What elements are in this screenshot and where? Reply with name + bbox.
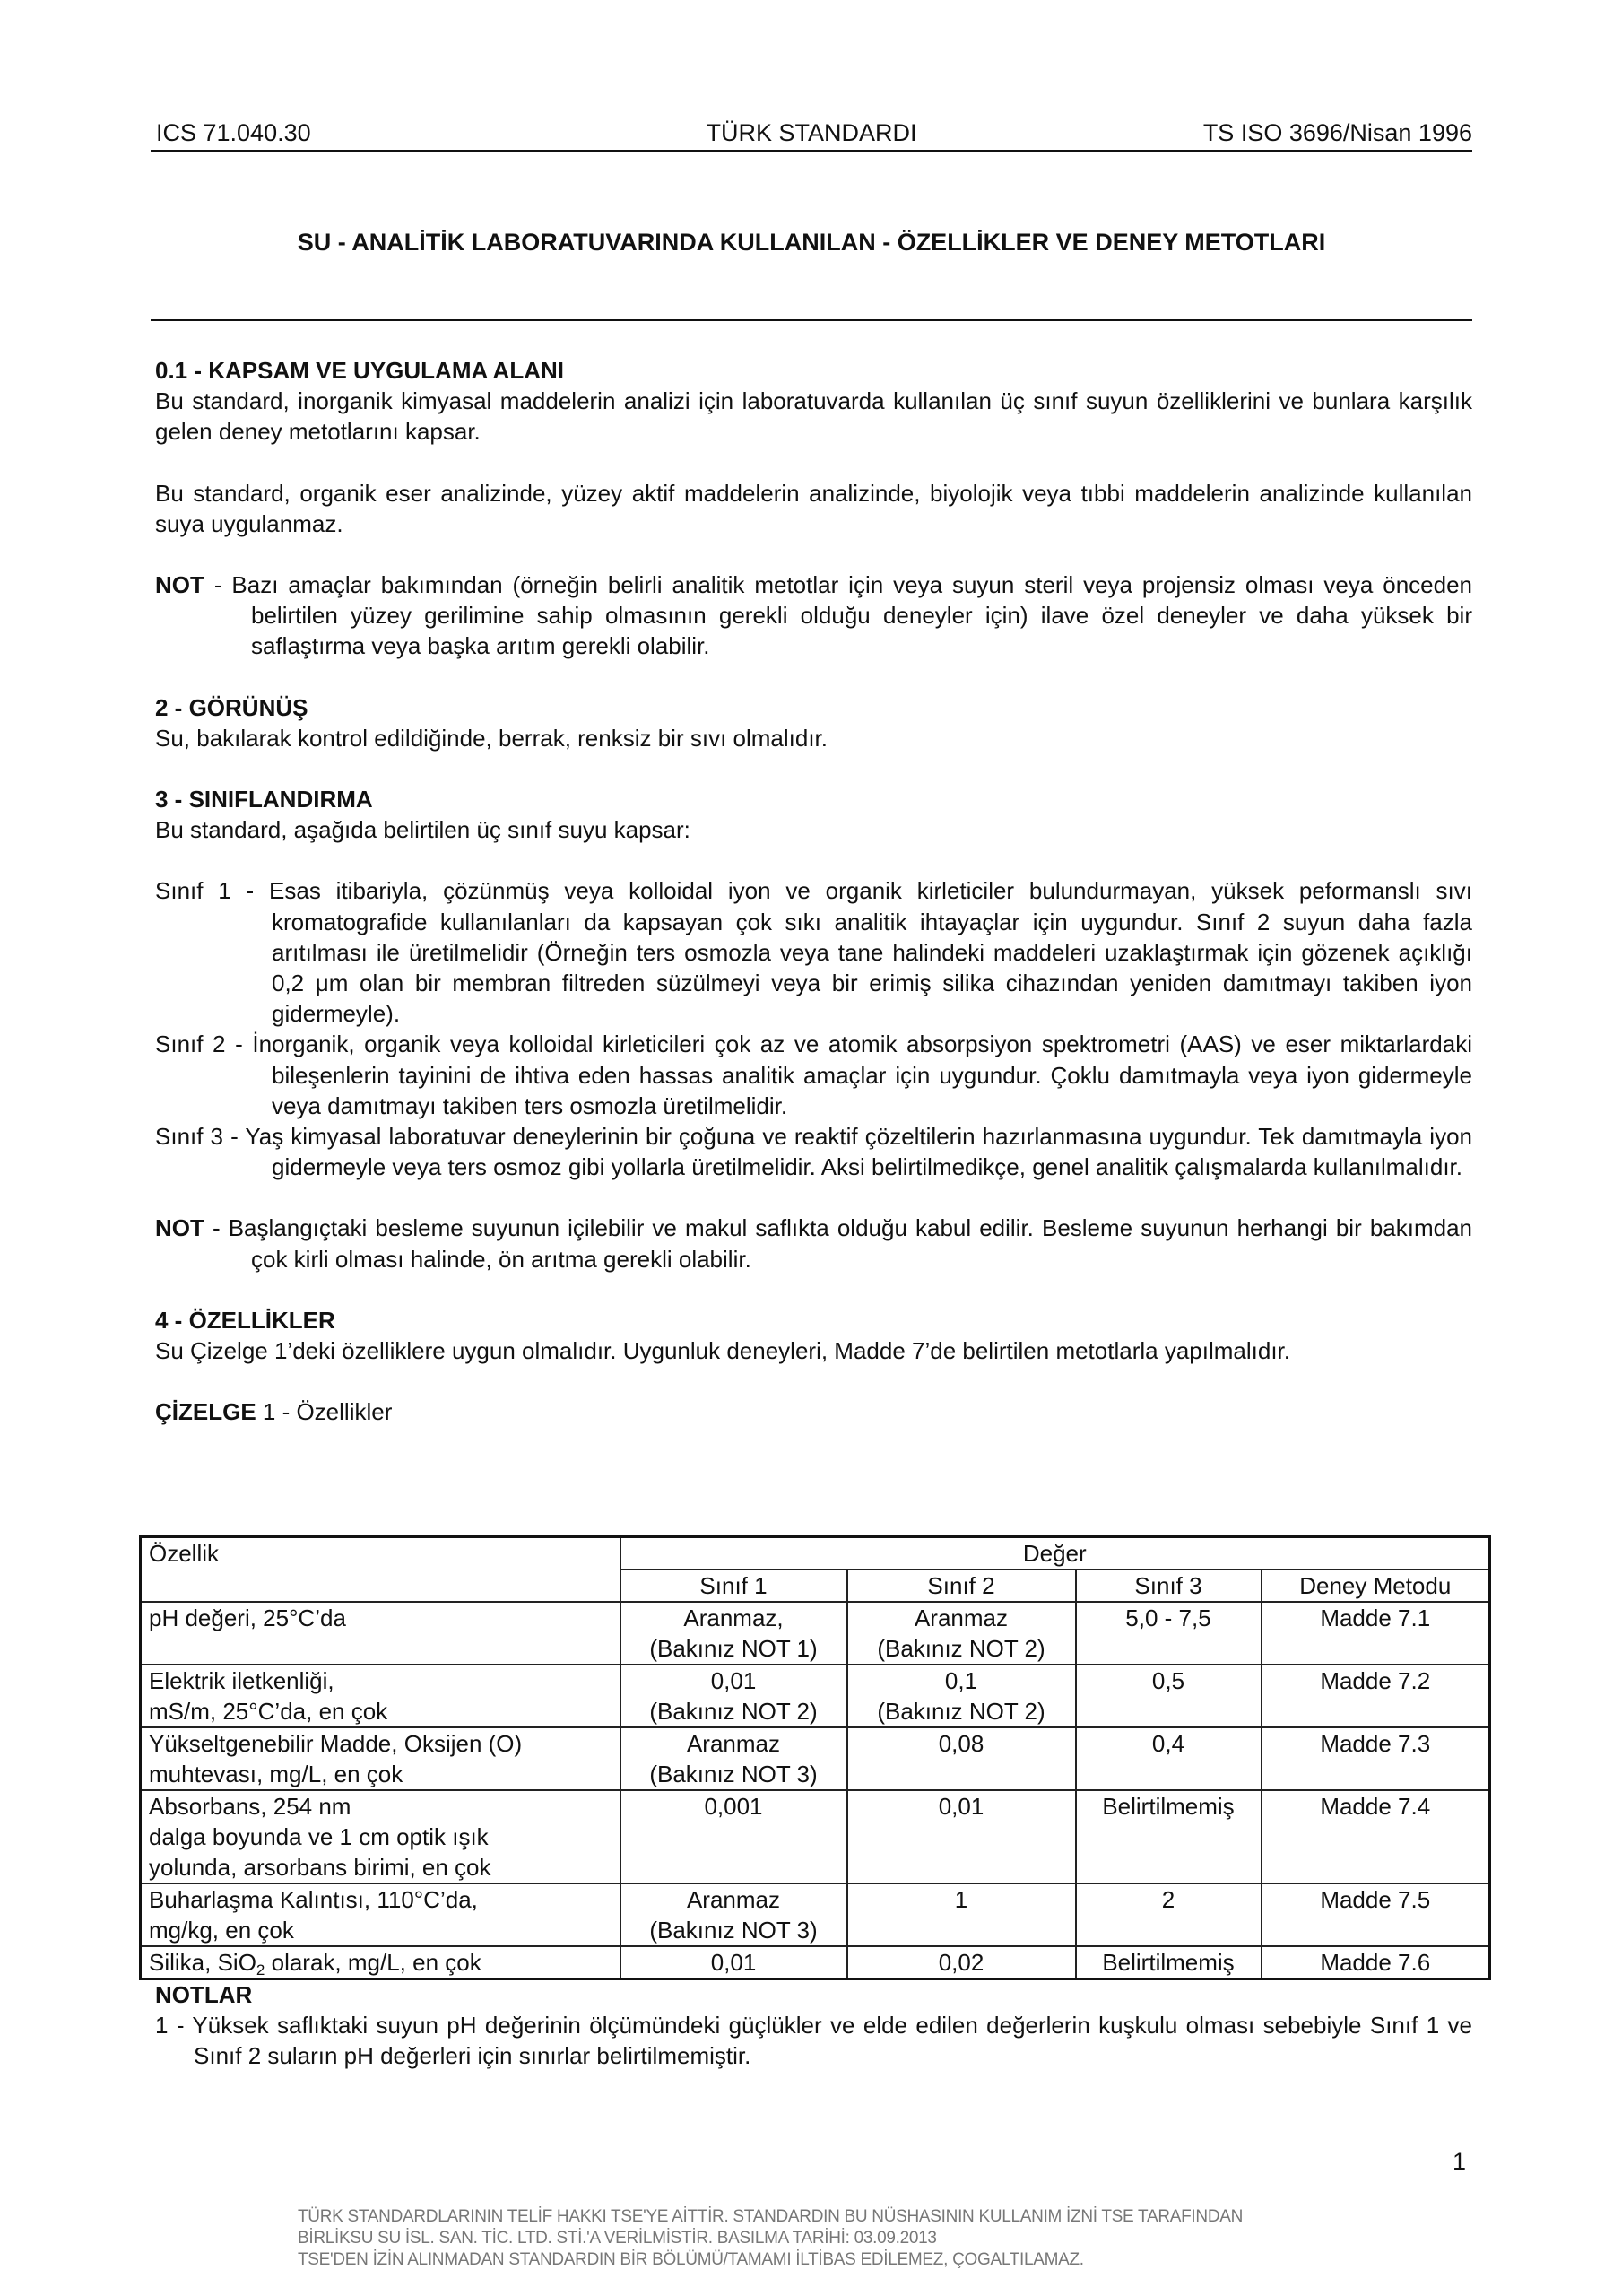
header-class-2: Sınıf 2 bbox=[847, 1570, 1076, 1602]
class-label: Sınıf 1 - bbox=[155, 877, 270, 905]
cell-class-2: 0,01 bbox=[847, 1790, 1076, 1883]
cell-class-3: 5,0 - 7,5 bbox=[1076, 1602, 1262, 1665]
table-row bbox=[141, 1727, 1490, 1790]
footer-line-2: BİRLİKSU SU İSL. SAN. TİC. LTD. STİ.'A VERİLMİSTİR. BASILMA TARİHİ: 03.09.2013 bbox=[298, 2229, 937, 2248]
class-3-item bbox=[155, 1121, 1472, 1182]
class-1-item bbox=[155, 875, 1472, 1029]
scope-note bbox=[155, 570, 1472, 662]
classification-intro: Bu standard, aşağıda belirtilen üç sınıf suyu kapsar: bbox=[155, 816, 690, 844]
note-body: Yüksek saflıktaki suyun pH değerinin ölçümündeki güçlükler ve elde edilen değerlerin kuşkulu olması sebebiyle Sınıf 1 ve Sınıf 2 suların pH değerleri için sınırlar belirtilmemiştir. bbox=[192, 2012, 1472, 2070]
section-heading-scope: 0.1 - KAPSAM VE UYGULAMA ALANI bbox=[155, 357, 564, 384]
class-2-item bbox=[155, 1029, 1472, 1121]
cell-method: Madde 7.1 bbox=[1262, 1602, 1490, 1665]
class-label: Sınıf 2 - bbox=[155, 1031, 253, 1058]
properties-table bbox=[139, 1535, 1491, 1980]
header-property: Özellik bbox=[141, 1537, 620, 1603]
cell-class-2: 0,08 bbox=[847, 1727, 1076, 1790]
classification-note bbox=[155, 1213, 1472, 1274]
table-row bbox=[141, 1883, 1490, 1946]
class-text: Esas itibariyla, çözünmüş veya kolloidal iyon ve organik kirleticiler bulundurmayan, yüksek peformanslı sıvı kromatografide kullanılanları da kapsayan çok sıkı analitik ihtayaçlar için uygundur. Sınıf 2 suyun daha fazla arıtılması ile üretilmelidir (Örneğin ters osmozla veya tane halindeki maddeleri uzaklaştırmak için gözenek açıklığı 0,2 μm olan bir membran filtreden süzülmeyi veya bir erimiş silika cihazından yeniden damıtmayı takiben iyon gidermeyle). bbox=[269, 877, 1473, 1028]
appearance-text: Su, bakılarak kontrol edildiğinde, berrak, renksiz bir sıvı olmalıdır. bbox=[155, 724, 828, 752]
cell-class-1: 0,01 bbox=[620, 1946, 847, 1979]
class-text: İnorganik, organik veya kolloidal kirleticileri çok az ve atomik absorpsiyon spektrometri (AAS) ve eser miktarlardaki bileşenlerin tayinini de ihtiva eden hassas analitik amaçlar için uygundur. Çoklu damıtmayla veya iyon gidermeyle veya damıtmayı takiben ters osmozla üretilmelidir. bbox=[252, 1031, 1472, 1119]
note-label: NOT bbox=[155, 1214, 204, 1242]
cell-class-3: 2 bbox=[1076, 1883, 1262, 1946]
document-title: SU - ANALİTİK LABORATUVARINDA KULLANILAN - ÖZELLİKLER VE DENEY METOTLARI bbox=[297, 229, 1326, 256]
cell-class-1: Aranmaz (Bakınız NOT 3) bbox=[620, 1883, 847, 1946]
scope-paragraph-1: Bu standard, inorganik kimyasal maddelerin analizi için laboratuvarda kullanılan üç sınıf suyun özelliklerini ve bunlara karşılık gelen deney metotlarını kapsar. bbox=[155, 387, 1472, 446]
cell-class-1: Aranmaz (Bakınız NOT 3) bbox=[620, 1727, 847, 1790]
cell-class-3: 0,5 bbox=[1076, 1665, 1262, 1727]
standard-number: TS ISO 3696/Nisan 1996 bbox=[1202, 119, 1472, 146]
table-caption-title: 1 - Özellikler bbox=[256, 1398, 393, 1426]
table-notes bbox=[155, 1979, 1472, 2072]
cell-class-3: Belirtilmemiş bbox=[1076, 1946, 1262, 1979]
class-label: Sınıf 3 - bbox=[155, 1123, 246, 1151]
page-header bbox=[151, 115, 1472, 151]
section-heading-appearance: 2 - GÖRÜNÜŞ bbox=[155, 693, 308, 721]
note-text: - Başlangıçtaki besleme suyunun içilebilir ve makul saflıkta olduğu kabul edilir. Besleme suyunun herhangi bir bakımdan çok kirli olması halinde, ön arıtma gerekli olabilir. bbox=[204, 1214, 1472, 1273]
cell-class-1: 0,01 (Bakınız NOT 2) bbox=[620, 1665, 847, 1727]
title-rule bbox=[151, 319, 1472, 321]
footer-line-3: TSE'DEN İZİN ALINMADAN STANDARDIN BİR BÖLÜMÜ/TAMAMI İLTİBAS EDİLEMEZ, ÇOGALTILAMAZ. bbox=[298, 2250, 1084, 2269]
standard-type: TÜRK STANDARDI bbox=[706, 119, 917, 146]
header-class-3: Sınıf 3 bbox=[1076, 1570, 1262, 1602]
header-test-method: Deney Metodu bbox=[1262, 1570, 1490, 1602]
note-item-1 bbox=[155, 2010, 1472, 2071]
class-text: Yaş kimyasal laboratuvar deneylerinin bir çoğuna ve reaktif çözeltilerin hazırlanmasına uygundur. Tek damıtmayla iyon gidermeyle veya ters osmoz gibi yollarla üretilmelidir. Aksi belirtilmedikçe, genel analitik çalışmalarda kullanılmalıdır. bbox=[245, 1123, 1472, 1181]
table-caption-label: ÇİZELGE bbox=[155, 1398, 256, 1426]
header-rule bbox=[151, 150, 1472, 152]
document-body bbox=[155, 355, 1472, 1427]
cell-class-2: 1 bbox=[847, 1883, 1076, 1946]
cell-class-3: 0,4 bbox=[1076, 1727, 1262, 1790]
cell-class-1: 0,001 bbox=[620, 1790, 847, 1883]
ics-code: ICS 71.040.30 bbox=[156, 119, 311, 146]
header-class-1: Sınıf 1 bbox=[620, 1570, 847, 1602]
note-text: - Bazı amaçlar bakımından (örneğin belirli analitik metotlar için veya suyun steril veya projensiz olması veya önceden belirtilen yüzey gerilimine sahip olmasının gerekli olduğu deneyler için) ilave özel deneyler ve daha yüksek bir saflaştırma veya başka arıtım gerekli olabilir. bbox=[204, 571, 1472, 660]
cell-method: Madde 7.3 bbox=[1262, 1727, 1490, 1790]
notes-heading: NOTLAR bbox=[155, 1981, 253, 2008]
table-header-row bbox=[141, 1537, 1490, 1570]
table-row bbox=[141, 1790, 1490, 1883]
properties-text: Su Çizelge 1’deki özelliklere uygun olmalıdır. Uygunluk deneyleri, Madde 7’de belirtilen metotlarla yapılmalıdır. bbox=[155, 1337, 1290, 1365]
cell-method: Madde 7.2 bbox=[1262, 1665, 1490, 1727]
copyright-footer bbox=[298, 2206, 1243, 2271]
table-caption bbox=[155, 1396, 1472, 1427]
page-number: 1 bbox=[1453, 2148, 1467, 2175]
cell-property: Absorbans, 254 nm dalga boyunda ve 1 cm optik ışık yolunda, arsorbans birimi, en çok bbox=[141, 1790, 620, 1883]
footer-line-1: TÜRK STANDARDLARININ TELİF HAKKI TSE'YE AİTTİR. STANDARDIN BU NÜSHASININ KULLANIM İZNİ TSE TARAFINDAN bbox=[298, 2207, 1244, 2226]
note-number: 1 - bbox=[155, 2012, 193, 2039]
cell-method: Madde 7.6 bbox=[1262, 1946, 1490, 1979]
section-heading-classification: 3 - SINIFLANDIRMA bbox=[155, 786, 373, 813]
cell-class-1: Aranmaz, (Bakınız NOT 1) bbox=[620, 1602, 847, 1665]
cell-method: Madde 7.5 bbox=[1262, 1883, 1490, 1946]
cell-property: Elektrik iletkenliği, mS/m, 25°C’da, en çok bbox=[141, 1665, 620, 1727]
table-row bbox=[141, 1602, 1490, 1665]
note-label: NOT bbox=[155, 571, 204, 599]
scope-paragraph-2: Bu standard, organik eser analizinde, yüzey aktif maddelerin analizinde, biyolojik veya tıbbi maddelerin analizinde kullanılan suya uygulanmaz. bbox=[155, 479, 1472, 537]
cell-property: Silika, SiO$_2$ olarak, mg/L, en çok bbox=[141, 1946, 620, 1979]
section-heading-properties: 4 - ÖZELLİKLER bbox=[155, 1306, 335, 1334]
cell-class-2: 0,1 (Bakınız NOT 2) bbox=[847, 1665, 1076, 1727]
cell-class-2: Aranmaz (Bakınız NOT 2) bbox=[847, 1602, 1076, 1665]
table-row bbox=[141, 1946, 1490, 1979]
cell-property: Buharlaşma Kalıntısı, 110°C’da, mg/kg, en çok bbox=[141, 1883, 620, 1946]
cell-class-3: Belirtilmemiş bbox=[1076, 1790, 1262, 1883]
cell-property: pH değeri, 25°C’da bbox=[141, 1602, 620, 1665]
header-value-group: Değer bbox=[620, 1537, 1490, 1570]
table-row bbox=[141, 1665, 1490, 1727]
cell-property: Yükseltgenebilir Madde, Oksijen (O) muhtevası, mg/L, en çok bbox=[141, 1727, 620, 1790]
cell-class-2: 0,02 bbox=[847, 1946, 1076, 1979]
cell-method: Madde 7.4 bbox=[1262, 1790, 1490, 1883]
